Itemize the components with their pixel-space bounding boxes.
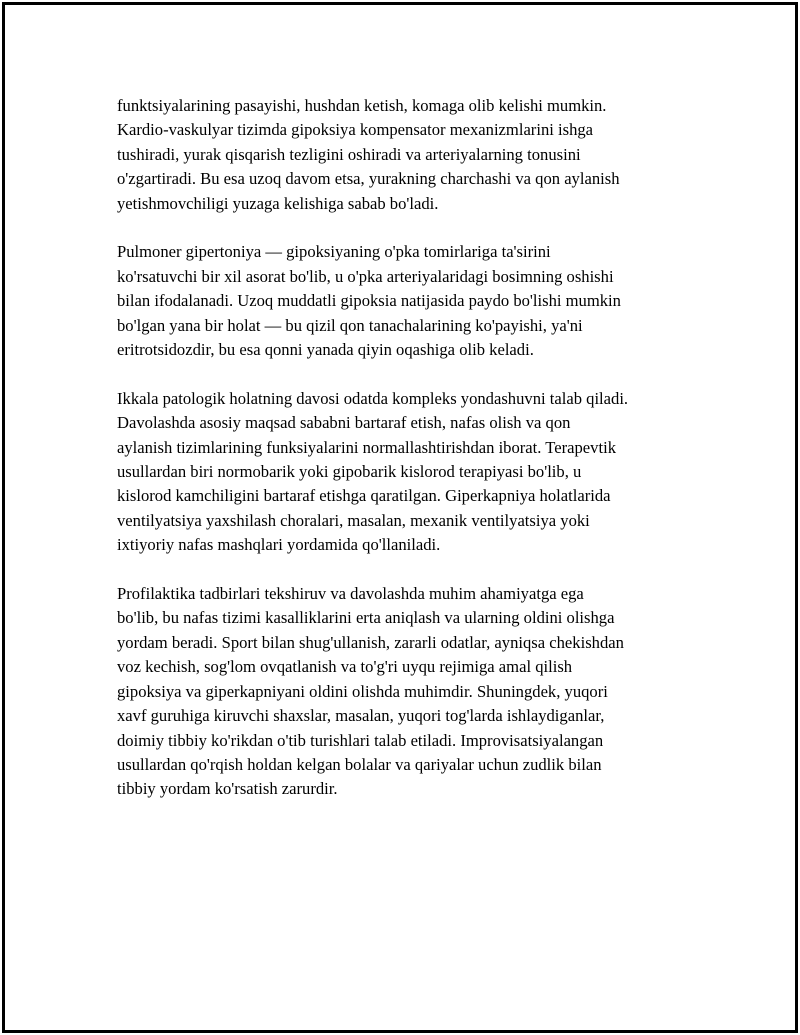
text-line: yetishmovchiligi yuzaga kelishiga sabab bo'ladi. <box>117 193 439 213</box>
text-line: bilan ifodalanadi. Uzoq muddatli gipoksia natijasida paydo bo'lishi mumkin <box>117 291 621 311</box>
paragraph-4 <box>117 582 687 802</box>
text-line: Profilaktika tadbirlari tekshiruv va davolashda muhim ahamiyatga ega <box>117 584 584 604</box>
text-line: yordam beradi. Sport bilan shug'ullanish, zararli odatlar, ayniqsa chekishdan <box>117 632 624 652</box>
paragraph-1 <box>117 94 687 216</box>
text-line: tibbiy yordam ko'rsatish zarurdir. <box>117 779 338 799</box>
text-line: ixtiyoriy nafas mashqlari yordamida qo'llaniladi. <box>117 535 441 555</box>
text-line: tushiradi, yurak qisqarish tezligini oshiradi va arteriyalarning tonusini <box>117 144 581 164</box>
text-line: doimiy tibbiy ko'rikdan o'tib turishlari talab etiladi. Improvisatsiyalangan <box>117 730 604 750</box>
text-line: usullardan qo'rqish holdan kelgan bolalar va qariyalar uchun zudlik bilan <box>117 754 602 774</box>
paragraph-2 <box>117 240 687 362</box>
text-line: funktsiyalarining pasayishi, hushdan ketish, komaga olib kelishi mumkin. <box>117 96 607 115</box>
text-line: Davolashda asosiy maqsad sababni bartaraf etish, nafas olish va qon <box>117 413 571 433</box>
text-line: bo'lgan yana bir holat — bu qizil qon tanachalarining ko'payishi, ya'ni <box>117 315 583 335</box>
text-line: xavf guruhiga kiruvchi shaxslar, masalan, yuqori tog'larda ishlaydiganlar, <box>117 706 605 726</box>
paragraph-3 <box>117 387 687 558</box>
text-line: usullardan biri normobarik yoki gipobarik kislorod terapiyasi bo'lib, u <box>117 462 582 482</box>
text-line: bo'lib, bu nafas tizimi kasalliklarini erta aniqlash va ularning oldini olishga <box>117 608 615 628</box>
text-line: ventilyatsiya yaxshilash choralari, masalan, mexanik ventilyatsiya yoki <box>117 510 590 530</box>
text-line: ko'rsatuvchi bir xil asorat bo'lib, u o'pka arteriyalaridagi bosimning oshishi <box>117 266 614 286</box>
text-line: aylanish tizimlarining funksiyalarini normallashtirishdan iborat. Terapevtik <box>117 437 616 457</box>
text-line: voz kechish, sog'lom ovqatlanish va to'g'ri uyqu rejimiga amal qilish <box>117 657 573 677</box>
text-line: Pulmoner gipertoniya — gipoksiyaning o'pka tomirlariga ta'sirini <box>117 242 551 262</box>
text-line: Kardio-vaskulyar tizimda gipoksiya kompensator mexanizmlarini ishga <box>117 120 594 140</box>
document-body <box>117 94 687 826</box>
text-line: eritrotsidozdir, bu esa qonni yanada qiyin oqashiga olib keladi. <box>117 340 534 360</box>
text-line: gipoksiya va giperkapniyani oldini olishda muhimdir. Shuningdek, yuqori <box>117 681 608 701</box>
text-line: o'zgartiradi. Bu esa uzoq davom etsa, yurakning charchashi va qon aylanish <box>117 169 620 189</box>
text-line: Ikkala patologik holatning davosi odatda kompleks yondashuvni talab qiladi. <box>117 388 629 408</box>
text-line: kislorod kamchiligini bartaraf etishga qaratilgan. Giperkapniya holatlarida <box>117 486 611 506</box>
